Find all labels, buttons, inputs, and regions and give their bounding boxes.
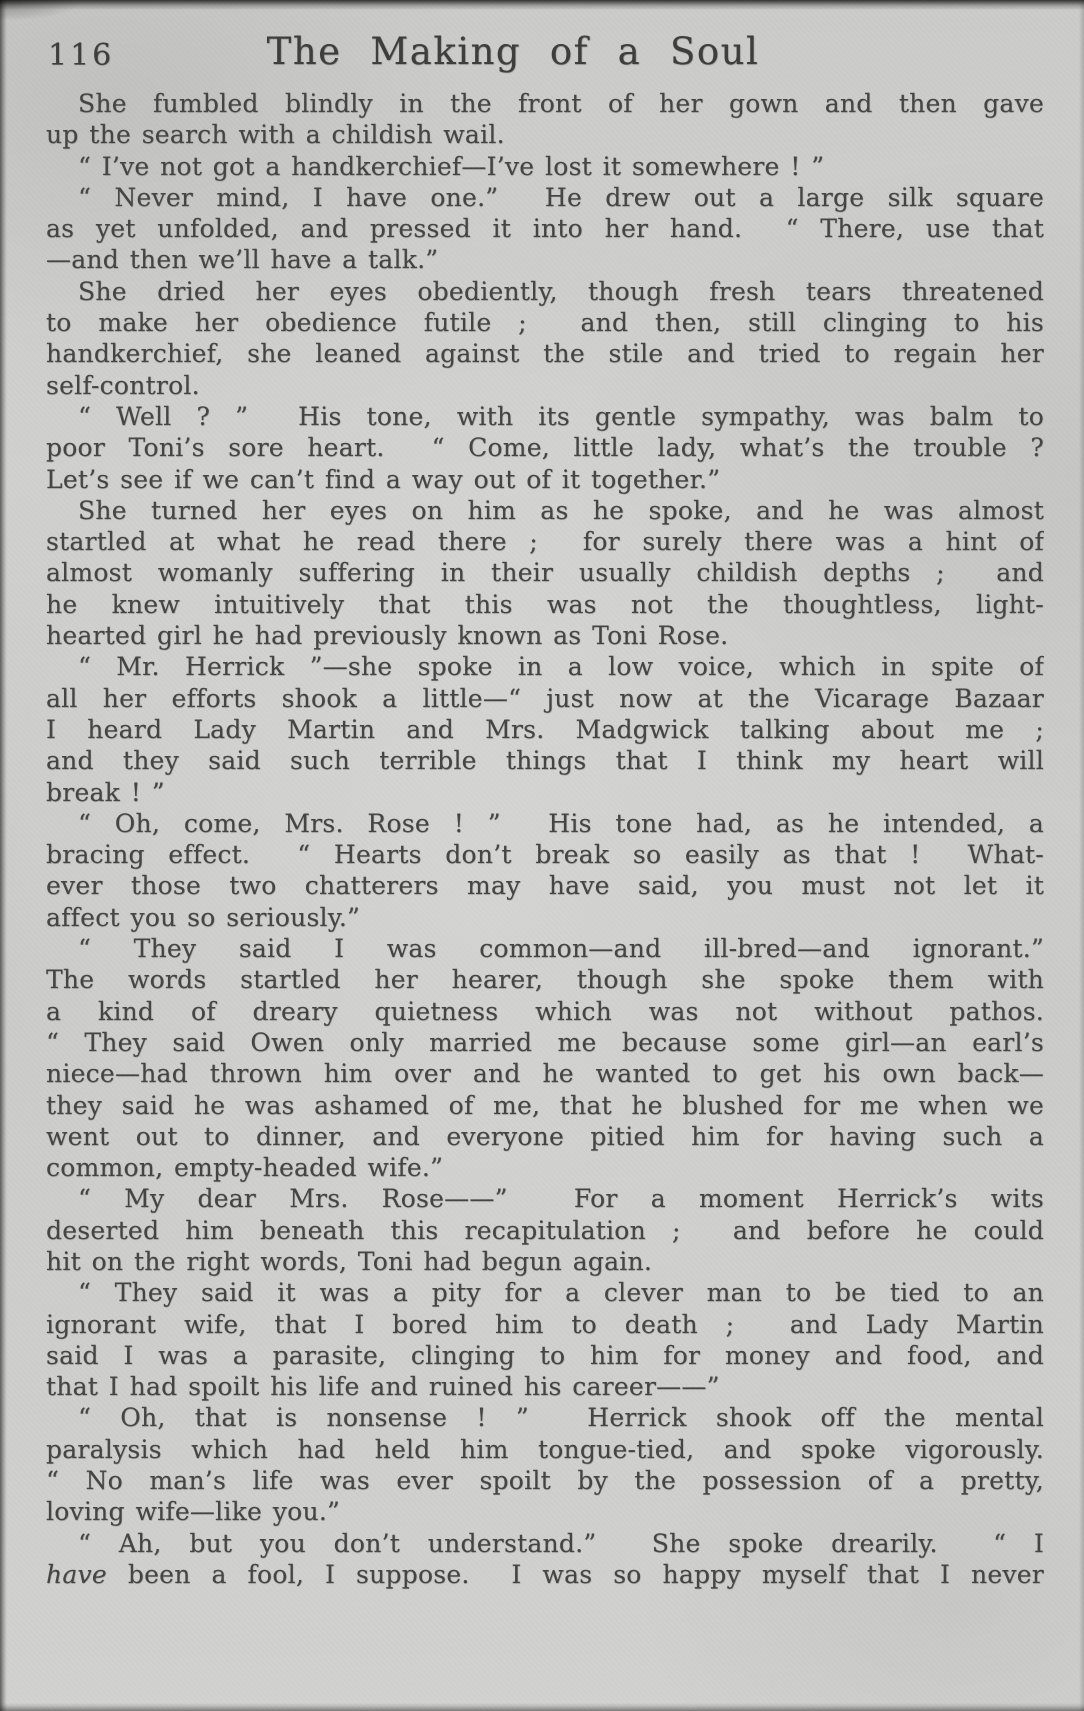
text-line: Let’s see if we can’t find a way out of it together.”: [46, 464, 721, 494]
text-line: “ My dear Mrs. Rose——” For a moment Herrick’s wits: [78, 1184, 1044, 1214]
text-line: [46, 1559, 1044, 1590]
text-line: “ Never mind, I have one.” He drew out a large silk square: [78, 182, 1044, 212]
text-line: ignorant wife, that I bored him to death ; and Lady Martin: [46, 1309, 1044, 1339]
scan-edge-right: [1079, 0, 1084, 1711]
text-line: The words startled her hearer, though she spoke them with: [46, 965, 1044, 995]
text-line: paralysis which had held him tongue-tied, and spoke vigorously.: [46, 1434, 1044, 1464]
italic-word: have: [46, 1559, 107, 1589]
text-line: niece—had thrown him over and he wanted to get his own back—: [46, 1059, 1044, 1089]
text-line: to make her obedience futile ; and then, still clinging to his: [46, 308, 1044, 338]
text-line: “ I’ve not got a handkerchief—I’ve lost it somewhere ! ”: [78, 151, 825, 181]
text-line: affect you so seriously.”: [46, 902, 361, 932]
page-text: [46, 88, 1044, 1590]
text-line: and they said such terrible things that I think my heart will: [46, 746, 1044, 776]
text-line: they said he was ashamed of me, that he blushed for me when we: [46, 1090, 1044, 1120]
page-header: [46, 24, 1044, 96]
text-line: “ Oh, come, Mrs. Rose ! ” His tone had, as he intended, a: [78, 808, 1044, 838]
text-line: that I had spoilt his life and ruined his career——”: [46, 1372, 720, 1402]
text-line: “ Well ? ” His tone, with its gentle sympathy, was balm to: [78, 401, 1044, 431]
running-title: The Making of a Soul: [266, 30, 760, 73]
text-line: went out to dinner, and everyone pitied him for having such a: [46, 1121, 1044, 1151]
text-line: “ Mr. Herrick ”—she spoke in a low voice, which in spite of: [78, 652, 1044, 682]
text-line: “ They said Owen only married me because some girl—an earl’s: [46, 1027, 1044, 1057]
text-line: hit on the right words, Toni had begun again.: [46, 1246, 653, 1276]
text-line: as yet unfolded, and pressed it into her hand. “ There, use that: [46, 214, 1044, 244]
text-line: handkerchief, she leaned against the stile and tried to regain her: [46, 339, 1044, 369]
text-line: “ No man’s life was ever spoilt by the possession of a pretty,: [46, 1466, 1044, 1496]
line-remainder: been a fool, I suppose. I was so happy myself that I never: [106, 1559, 1044, 1589]
text-line: self-control.: [46, 370, 200, 400]
text-line: said I was a parasite, clinging to him for money and food, and: [46, 1340, 1044, 1370]
text-line: “ They said I was common—and ill-bred—and ignorant.”: [78, 934, 1044, 964]
scan-edge-left: [0, 0, 7, 1711]
text-line: —and then we’ll have a talk.”: [46, 245, 439, 275]
text-line: all her efforts shook a little—“ just now at the Vicarage Bazaar: [46, 683, 1044, 713]
text-line: up the search with a childish wail.: [46, 120, 505, 150]
text-line: “ Ah, but you don’t understand.” She spoke drearily. “ I: [78, 1528, 1044, 1558]
page-content: [46, 0, 1044, 1589]
text-line: hearted girl he had previously known as Toni Rose.: [46, 621, 729, 651]
text-line: She turned her eyes on him as he spoke, and he was almost: [78, 495, 1044, 525]
text-line: deserted him beneath this recapitulation ; and before he could: [46, 1215, 1044, 1245]
text-line: loving wife—like you.”: [46, 1497, 341, 1527]
text-line: She dried her eyes obediently, though fresh tears threatened: [78, 276, 1044, 306]
text-line: poor Toni’s sore heart. “ Come, little lady, what’s the trouble ?: [46, 433, 1044, 463]
text-line: She fumbled blindly in the front of her gown and then gave: [78, 89, 1044, 118]
page-number: 116: [48, 38, 115, 73]
text-line: “ Oh, that is nonsense ! ” Herrick shook off the mental: [78, 1403, 1044, 1433]
text-line: startled at what he read there ; for surely there was a hint of: [46, 527, 1044, 557]
scan-edge-bottom: [0, 1703, 1084, 1711]
text-line: I heard Lady Martin and Mrs. Madgwick talking about me ;: [46, 714, 1044, 744]
text-line: common, empty-headed wife.”: [46, 1153, 444, 1183]
text-line: bracing effect. “ Hearts don’t break so easily as that ! What-: [46, 840, 1044, 870]
text-line: break ! ”: [46, 777, 165, 807]
text-line: almost womanly suffering in their usually childish depths ; and: [46, 558, 1044, 588]
text-line: he knew intuitively that this was not the thoughtless, light-: [46, 589, 1044, 619]
text-line: ever those two chatterers may have said, you must not let it: [46, 871, 1044, 901]
text-line: a kind of dreary quietness which was not without pathos.: [46, 996, 1044, 1026]
text-line: “ They said it was a pity for a clever man to be tied to an: [78, 1278, 1044, 1308]
